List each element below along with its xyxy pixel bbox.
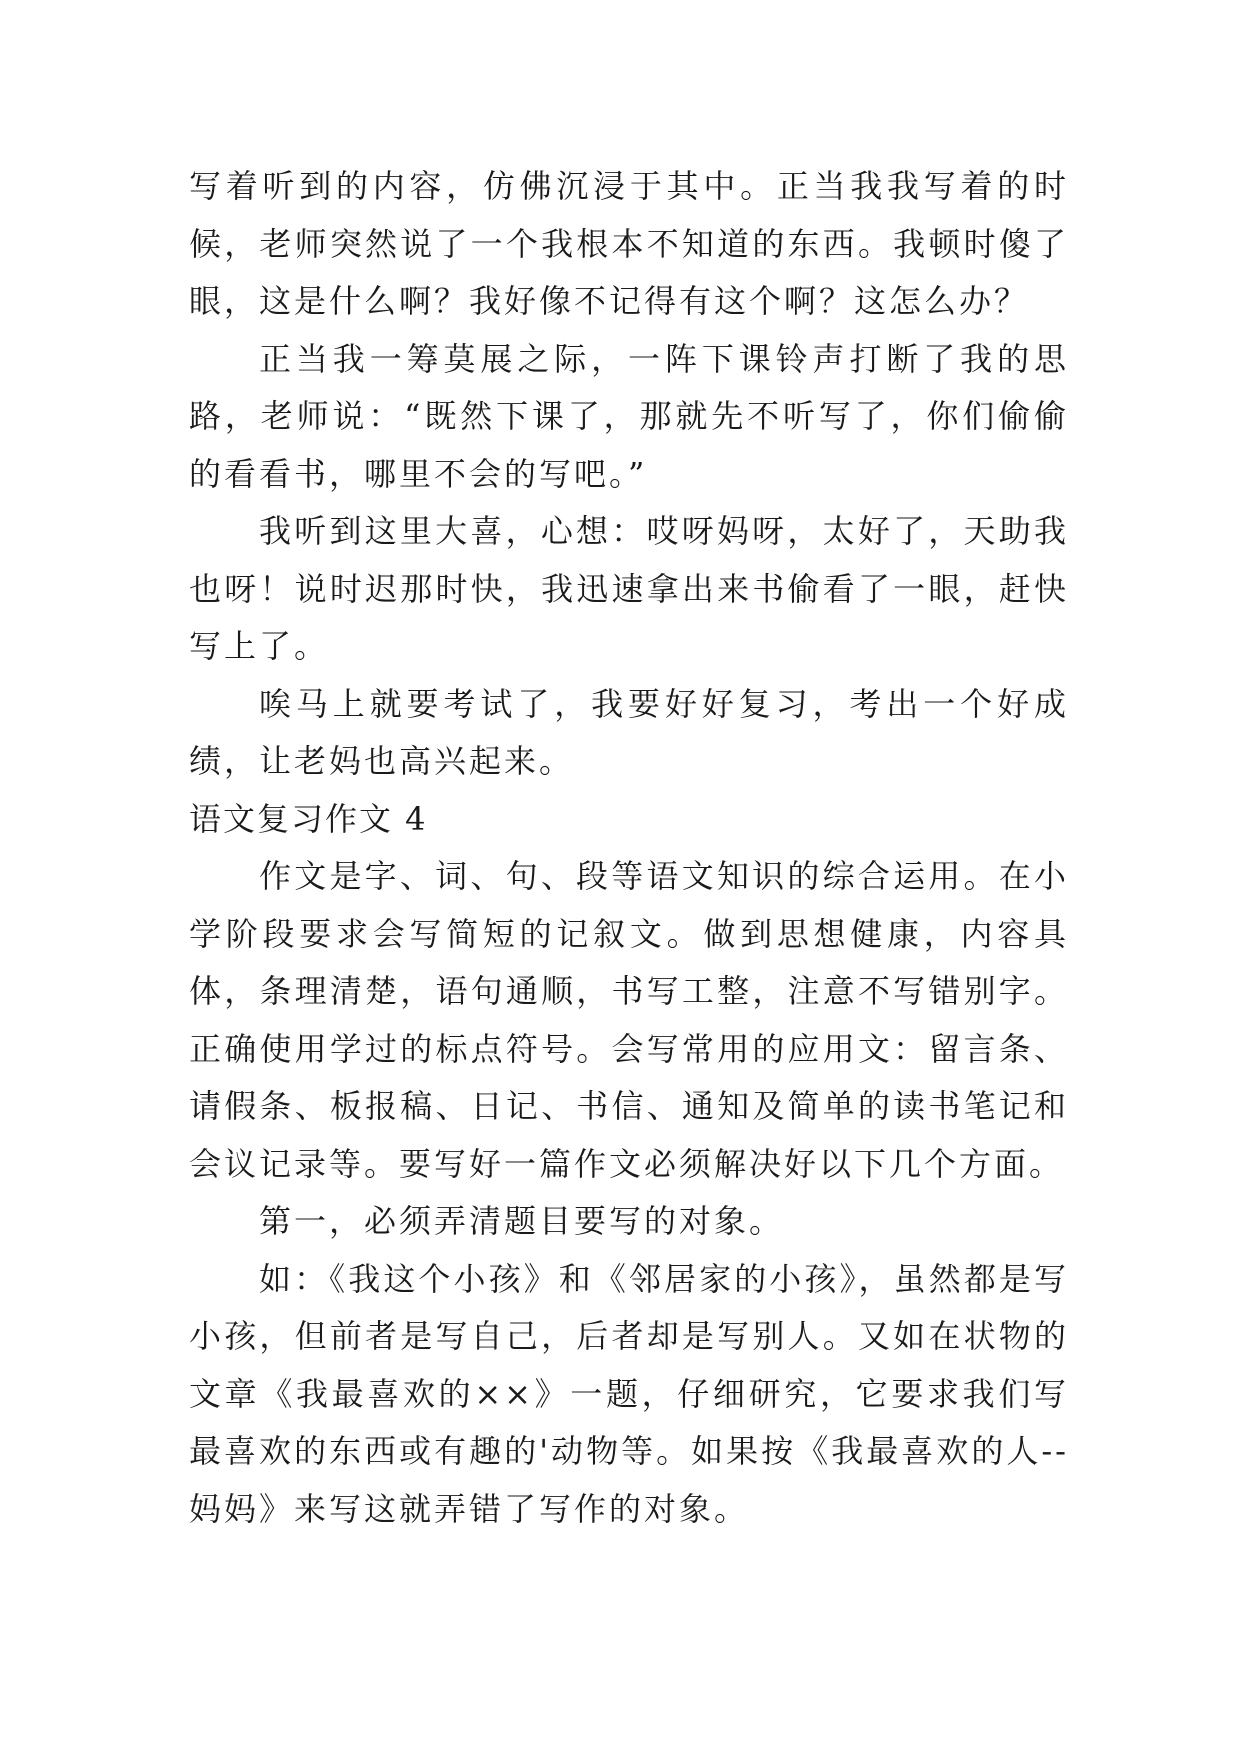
document-body — [189, 158, 1069, 1538]
paragraph-1: 写着听到的内容，仿佛沉浸于其中。正当我我写着的时候，老师突然说了一个我根本不知道的东西。我顿时傻了眼，这是什么啊？我好像不记得有这个啊？这怎么办？ — [189, 167, 1069, 320]
paragraph-7: 如：《我这个小孩》和《邻居家的小孩》，虽然都是写小孩，但前者是写自己，后者却是写别人。又如在状物的文章《我最喜欢的××》一题，仔细研究，它要求我们写最喜欢的东西或有趣的'动物等。如果按《我最喜欢的人--妈妈》来写这就弄错了写作的对象。 — [189, 1259, 1069, 1528]
paragraph-4: 唉马上就要考试了，我要好好复习，考出一个好成绩，让老妈也高兴起来。 — [189, 684, 1069, 780]
paragraph-5: 作文是字、词、句、段等语文知识的综合运用。在小学阶段要求会写简短的记叙文。做到思想健康，内容具体，条理清楚，语句通顺，书写工整，注意不写错别字。正确使用学过的标点符号。会写常用的应用文：留言条、请假条、板报稿、日记、书信、通知及简单的读书笔记和会议记录等。要写好一篇作文必须解决好以下几个方面。 — [189, 857, 1069, 1183]
paragraph-2: 正当我一筹莫展之际，一阵下课铃声打断了我的思路，老师说：“既然下课了，那就先不听写了，你们偷偷的看看书，哪里不会的写吧。” — [189, 339, 1069, 493]
section-heading: 语文复习作文 4 — [189, 799, 428, 838]
paragraph-3: 我听到这里大喜，心想：哎呀妈呀，太好了，天助我也呀！说时迟那时快，我迅速拿出来书偷看了一眼，赶快写上了。 — [189, 512, 1069, 665]
paragraph-6: 第一，必须弄清题目要写的对象。 — [259, 1202, 785, 1240]
